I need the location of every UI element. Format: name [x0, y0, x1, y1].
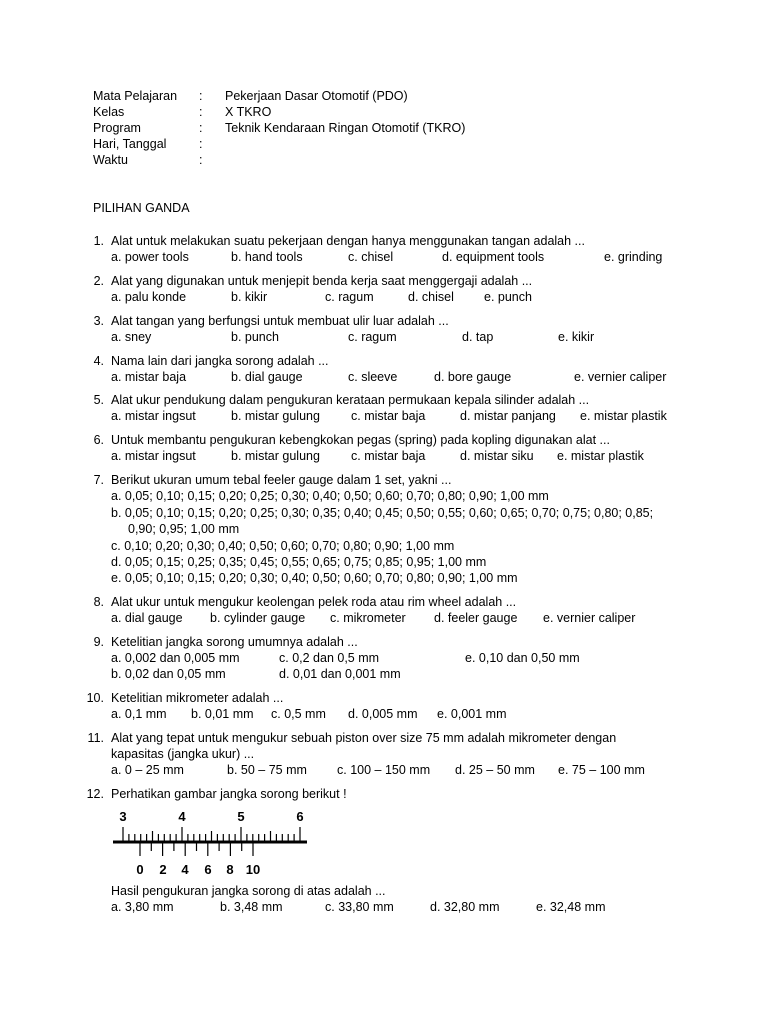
question-number: 1.: [93, 234, 104, 248]
header-label: Hari, Tanggal: [93, 137, 167, 151]
option-e[interactable]: e. punch: [484, 290, 532, 304]
option-a[interactable]: a. sney: [111, 330, 152, 344]
option-e[interactable]: e. 32,48 mm: [536, 900, 606, 914]
header-label: Kelas: [93, 105, 125, 119]
question-number: 5.: [93, 393, 104, 407]
option-d[interactable]: d. 0,05; 0,15; 0,25; 0,35; 0,45; 0,55; 0,65; 0,75; 0,85; 0,95; 1,00 mm: [111, 555, 487, 569]
header-label: Waktu: [93, 153, 128, 167]
question-text: Perhatikan gambar jangka sorong berikut !: [111, 787, 347, 801]
question-text: Alat tangan yang berfungsi untuk membuat ulir luar adalah ...: [111, 314, 449, 328]
section-title: PILIHAN GANDA: [93, 201, 190, 215]
question-number: 12.: [86, 787, 104, 801]
option-a[interactable]: a. 3,80 mm: [111, 900, 174, 914]
option-e[interactable]: e. 75 – 100 mm: [558, 763, 645, 777]
option-b[interactable]: b. mistar gulung: [231, 409, 320, 423]
option-c[interactable]: c. mikrometer: [330, 611, 406, 625]
question-text-continued: Hasil pengukuran jangka sorong di atas adalah ...: [111, 884, 386, 898]
vernier-scale-label: 4: [181, 862, 189, 877]
option-e[interactable]: e. grinding: [604, 250, 663, 264]
vernier-scale-label: 0: [136, 862, 144, 877]
option-d[interactable]: d. 0,005 mm: [348, 707, 418, 721]
question-number: 11.: [87, 731, 104, 745]
option-b[interactable]: b. 0,05; 0,10; 0,15; 0,20; 0,25; 0,30; 0,35; 0,40; 0,45; 0,50; 0,55; 0,60; 0,65; 0,70; 0,75; 0,80; 0,85;: [111, 506, 654, 520]
option-e[interactable]: e. 0,05; 0,10; 0,15; 0,20; 0,30; 0,40; 0,50; 0,60; 0,70; 0,80; 0,90; 1,00 mm: [111, 571, 518, 585]
header-value: Pekerjaan Dasar Otomotif (PDO): [225, 89, 408, 103]
option-d[interactable]: d. 32,80 mm: [430, 900, 500, 914]
vernier-scale-label: 6: [204, 862, 212, 877]
option-d[interactable]: d. equipment tools: [442, 250, 545, 264]
question-text: Ketelitian jangka sorong umumnya adalah ...: [111, 635, 358, 649]
question-number: 6.: [93, 433, 104, 447]
option-d[interactable]: d. chisel: [408, 290, 454, 304]
option-d[interactable]: d. bore gauge: [434, 370, 512, 384]
option-d[interactable]: d. mistar siku: [460, 449, 534, 463]
option-b[interactable]: b. 0,01 mm: [191, 707, 254, 721]
option-a[interactable]: a. dial gauge: [111, 611, 183, 625]
question-text: Ketelitian mikrometer adalah ...: [111, 691, 284, 705]
question-text: Alat yang digunakan untuk menjepit benda kerja saat menggergaji adalah ...: [111, 274, 533, 288]
option-e[interactable]: e. mistar plastik: [557, 449, 644, 463]
option-b[interactable]: b. hand tools: [231, 250, 303, 264]
question-number: 2.: [93, 274, 104, 288]
option-a[interactable]: a. 0,1 mm: [111, 707, 167, 721]
option-b-continued: 0,90; 0,95; 1,00 mm: [128, 522, 240, 536]
option-b[interactable]: b. punch: [231, 330, 279, 344]
question-text: Alat ukur untuk mengukur keolengan pelek roda atau rim wheel adalah ...: [111, 595, 517, 609]
option-c[interactable]: c. 0,2 dan 0,5 mm: [279, 651, 380, 665]
vernier-scale-label: 10: [245, 862, 261, 877]
option-e[interactable]: e. vernier caliper: [543, 611, 636, 625]
option-b[interactable]: b. dial gauge: [231, 370, 303, 384]
header-value: Teknik Kendaraan Ringan Otomotif (TKRO): [225, 121, 466, 135]
main-scale-label: 6: [296, 809, 304, 824]
option-d[interactable]: d. 0,01 dan 0,001 mm: [279, 667, 401, 681]
option-c[interactable]: c. ragum: [325, 290, 374, 304]
option-a[interactable]: a. palu konde: [111, 290, 187, 304]
option-e[interactable]: e. vernier caliper: [574, 370, 667, 384]
option-b[interactable]: b. 0,02 dan 0,05 mm: [111, 667, 226, 681]
header-label: Mata Pelajaran: [93, 89, 178, 103]
option-b[interactable]: b. kikir: [231, 290, 268, 304]
option-a[interactable]: a. mistar ingsut: [111, 409, 196, 423]
question-text: Untuk membantu pengukuran kebengkokan pegas (spring) pada kopling digunakan alat ...: [111, 433, 610, 447]
question-number: 8.: [93, 595, 104, 609]
option-b[interactable]: b. cylinder gauge: [210, 611, 306, 625]
header-colon: :: [199, 89, 203, 103]
header-value: X TKRO: [225, 105, 272, 119]
option-c[interactable]: c. sleeve: [348, 370, 398, 384]
vernier-caliper-figure: [110, 808, 310, 880]
header-colon: :: [199, 153, 203, 167]
option-e[interactable]: e. kikir: [558, 330, 595, 344]
question-number: 9.: [93, 635, 104, 649]
main-scale-label: 3: [119, 809, 127, 824]
option-b[interactable]: b. 50 – 75 mm: [227, 763, 307, 777]
option-c[interactable]: c. mistar baja: [351, 449, 426, 463]
option-b[interactable]: b. mistar gulung: [231, 449, 320, 463]
question-number: 3.: [93, 314, 104, 328]
question-number: 10.: [86, 691, 104, 705]
question-text: Berikut ukuran umum tebal feeler gauge dalam 1 set, yakni ...: [111, 473, 452, 487]
option-a[interactable]: a. 0,002 dan 0,005 mm: [111, 651, 240, 665]
main-scale-label: 5: [237, 809, 245, 824]
option-a[interactable]: a. mistar ingsut: [111, 449, 196, 463]
option-d[interactable]: d. 25 – 50 mm: [455, 763, 535, 777]
option-a[interactable]: a. mistar baja: [111, 370, 187, 384]
main-scale-ticks: [123, 827, 300, 841]
vernier-scale-label: 8: [226, 862, 234, 877]
option-a[interactable]: a. 0 – 25 mm: [111, 763, 184, 777]
option-c[interactable]: c. 33,80 mm: [325, 900, 394, 914]
option-e[interactable]: e. 0,001 mm: [437, 707, 507, 721]
option-c[interactable]: c. 0,10; 0,20; 0,30; 0,40; 0,50; 0,60; 0,70; 0,80; 0,90; 1,00 mm: [111, 539, 455, 553]
option-d[interactable]: d. mistar panjang: [460, 409, 556, 423]
main-scale-label: 4: [178, 809, 186, 824]
question-text: Nama lain dari jangka sorong adalah ...: [111, 354, 329, 368]
option-d[interactable]: d. feeler gauge: [434, 611, 518, 625]
option-e[interactable]: e. 0,10 dan 0,50 mm: [465, 651, 580, 665]
option-d[interactable]: d. tap: [462, 330, 494, 344]
option-a[interactable]: a. power tools: [111, 250, 189, 264]
question-number: 4.: [93, 354, 104, 368]
option-c[interactable]: c. mistar baja: [351, 409, 426, 423]
header-colon: :: [199, 105, 203, 119]
option-c[interactable]: c. ragum: [348, 330, 397, 344]
question-text: Alat untuk melakukan suatu pekerjaan dengan hanya menggunakan tangan adalah ...: [111, 234, 585, 248]
option-e[interactable]: e. mistar plastik: [580, 409, 667, 423]
header-colon: :: [199, 121, 203, 135]
option-c[interactable]: c. chisel: [348, 250, 394, 264]
question-number: 7.: [93, 473, 104, 487]
option-a[interactable]: a. 0,05; 0,10; 0,15; 0,20; 0,25; 0,30; 0,40; 0,50; 0,60; 0,70; 0,80; 0,90; 1,00 mm: [111, 489, 549, 503]
option-b[interactable]: b. 3,48 mm: [220, 900, 283, 914]
header-label: Program: [93, 121, 141, 135]
option-c[interactable]: c. 100 – 150 mm: [337, 763, 431, 777]
header-colon: :: [199, 137, 203, 151]
option-c[interactable]: c. 0,5 mm: [271, 707, 326, 721]
vernier-scale-ticks: [140, 843, 253, 856]
question-text: Alat ukur pendukung dalam pengukuran kerataan permukaan kepala silinder adalah ...: [111, 393, 590, 407]
vernier-scale-label: 2: [159, 862, 167, 877]
question-text-continued: kapasitas (jangka ukur) ...: [111, 747, 255, 761]
question-text: Alat yang tepat untuk mengukur sebuah piston over size 75 mm adalah mikrometer dengan: [111, 731, 617, 745]
